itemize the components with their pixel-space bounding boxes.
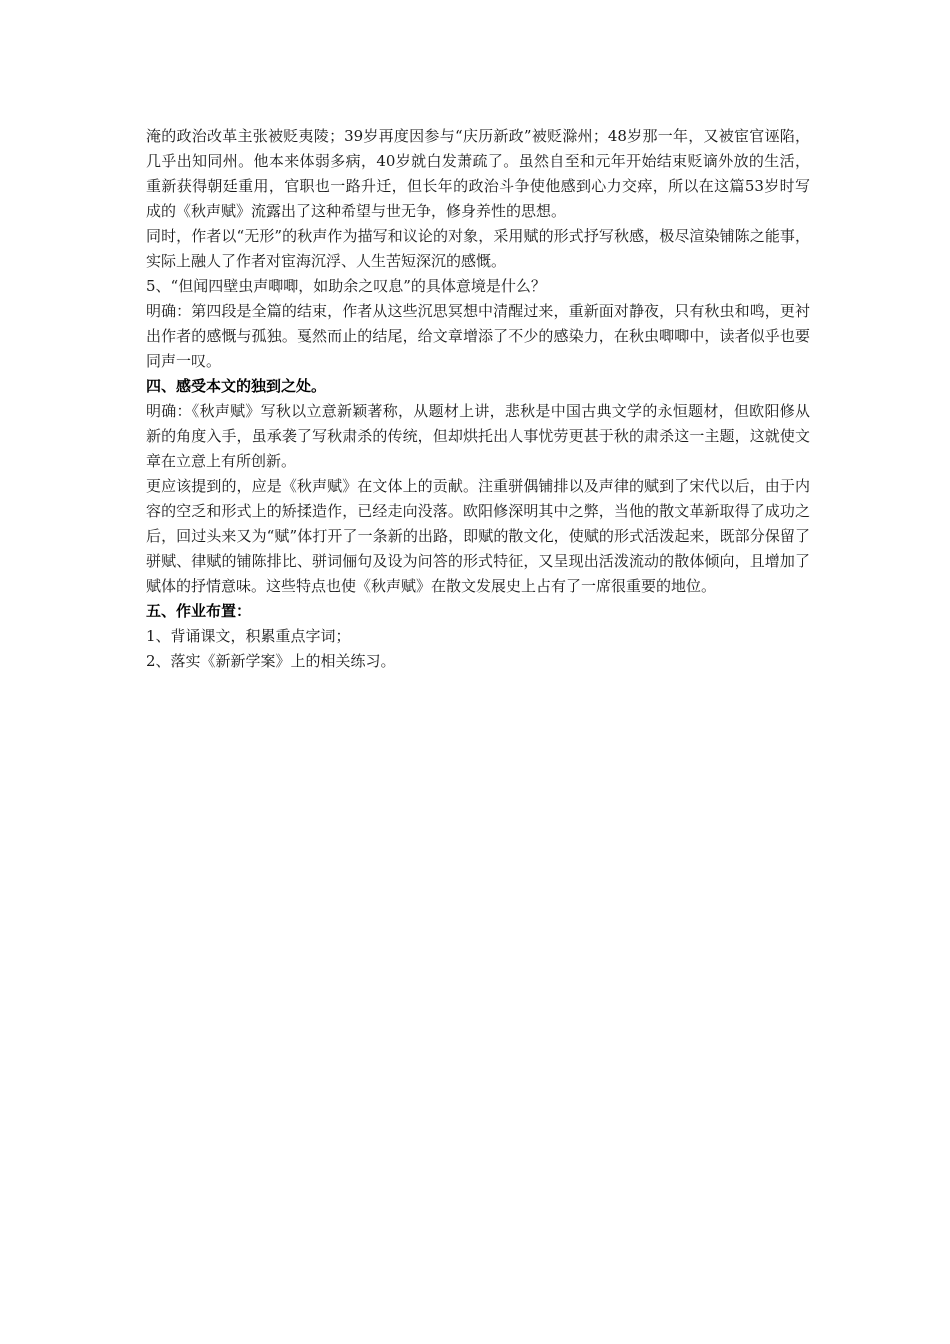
homework-item-2: 2、落实《新新学案》上的相关练习。	[146, 652, 396, 670]
question-5: 5、“但闻四壁虫声唧唧，如助余之叹息”的具体意境是什么？	[146, 277, 546, 295]
answer-section-4: 明确：《秋声赋》写秋以立意新颖著称，从题材上讲，悲秋是中国古典文学的永恒题材，但欧阳修从新的角度入手，虽承袭了写秋肃杀的传统，但却烘托出人事忧劳更甚于秋的肃杀这一主题，这就使文章在立意上有所创新。	[146, 402, 810, 470]
paragraph-autumn-sound: 同时，作者以“无形”的秋声作为描写和议论的对象，采用赋的形式抒写秋感，极尽渲染铺陈之能事，实际上融人了作者对宦海沉浮、人生苦短深沉的感慨。	[146, 227, 810, 270]
answer-5: 明确：第四段是全篇的结束，作者从这些沉思冥想中清醒过来，重新面对静夜，只有秋虫和鸣，更衬出作者的感慨与孤独。戛然而止的结尾，给文章增添了不少的感染力，在秋虫唧唧中，读者似乎也要同声一叹。	[146, 302, 810, 370]
document-body	[146, 124, 810, 674]
homework-item-1: 1、背诵课文，积累重点字词；	[146, 627, 351, 645]
paragraph-contribution: 更应该提到的，应是《秋声赋》在文体上的贡献。注重骈偶铺排以及声律的赋到了宋代以后，由于内容的空乏和形式上的矫揉造作，已经走向没落。欧阳修深明其中之弊，当他的散文革新取得了成功之后，回过头来又为“赋”体打开了一条新的出路，即赋的散文化，使赋的形式活泼起来，既部分保留了骈赋、律赋的铺陈排比、骈词俪句及设为问答的形式特征，又呈现出活泼流动的散体倾向，且增加了赋体的抒情意味。这些特点也使《秋声赋》在散文发展史上占有了一席很重要的地位。	[146, 477, 810, 595]
section-heading-5: 五、作业布置：	[146, 602, 252, 620]
paragraph-author-life: 淹的政治改革主张被贬夷陵；39岁再度因参与“庆历新政”被贬滁州；48岁那一年，又被宦官诬陷，几乎出知同州。他本来体弱多病，40岁就白发萧疏了。虽然自至和元年开始结束贬谪外放的生活，重新获得朝廷重用，官职也一路升迁，但长年的政治斗争使他感到心力交瘁，所以在这篇53岁时写成的《秋声赋》流露出了这种希望与世无争，修身养性的思想。	[146, 127, 810, 220]
section-heading-4: 四、感受本文的独到之处。	[146, 377, 327, 395]
